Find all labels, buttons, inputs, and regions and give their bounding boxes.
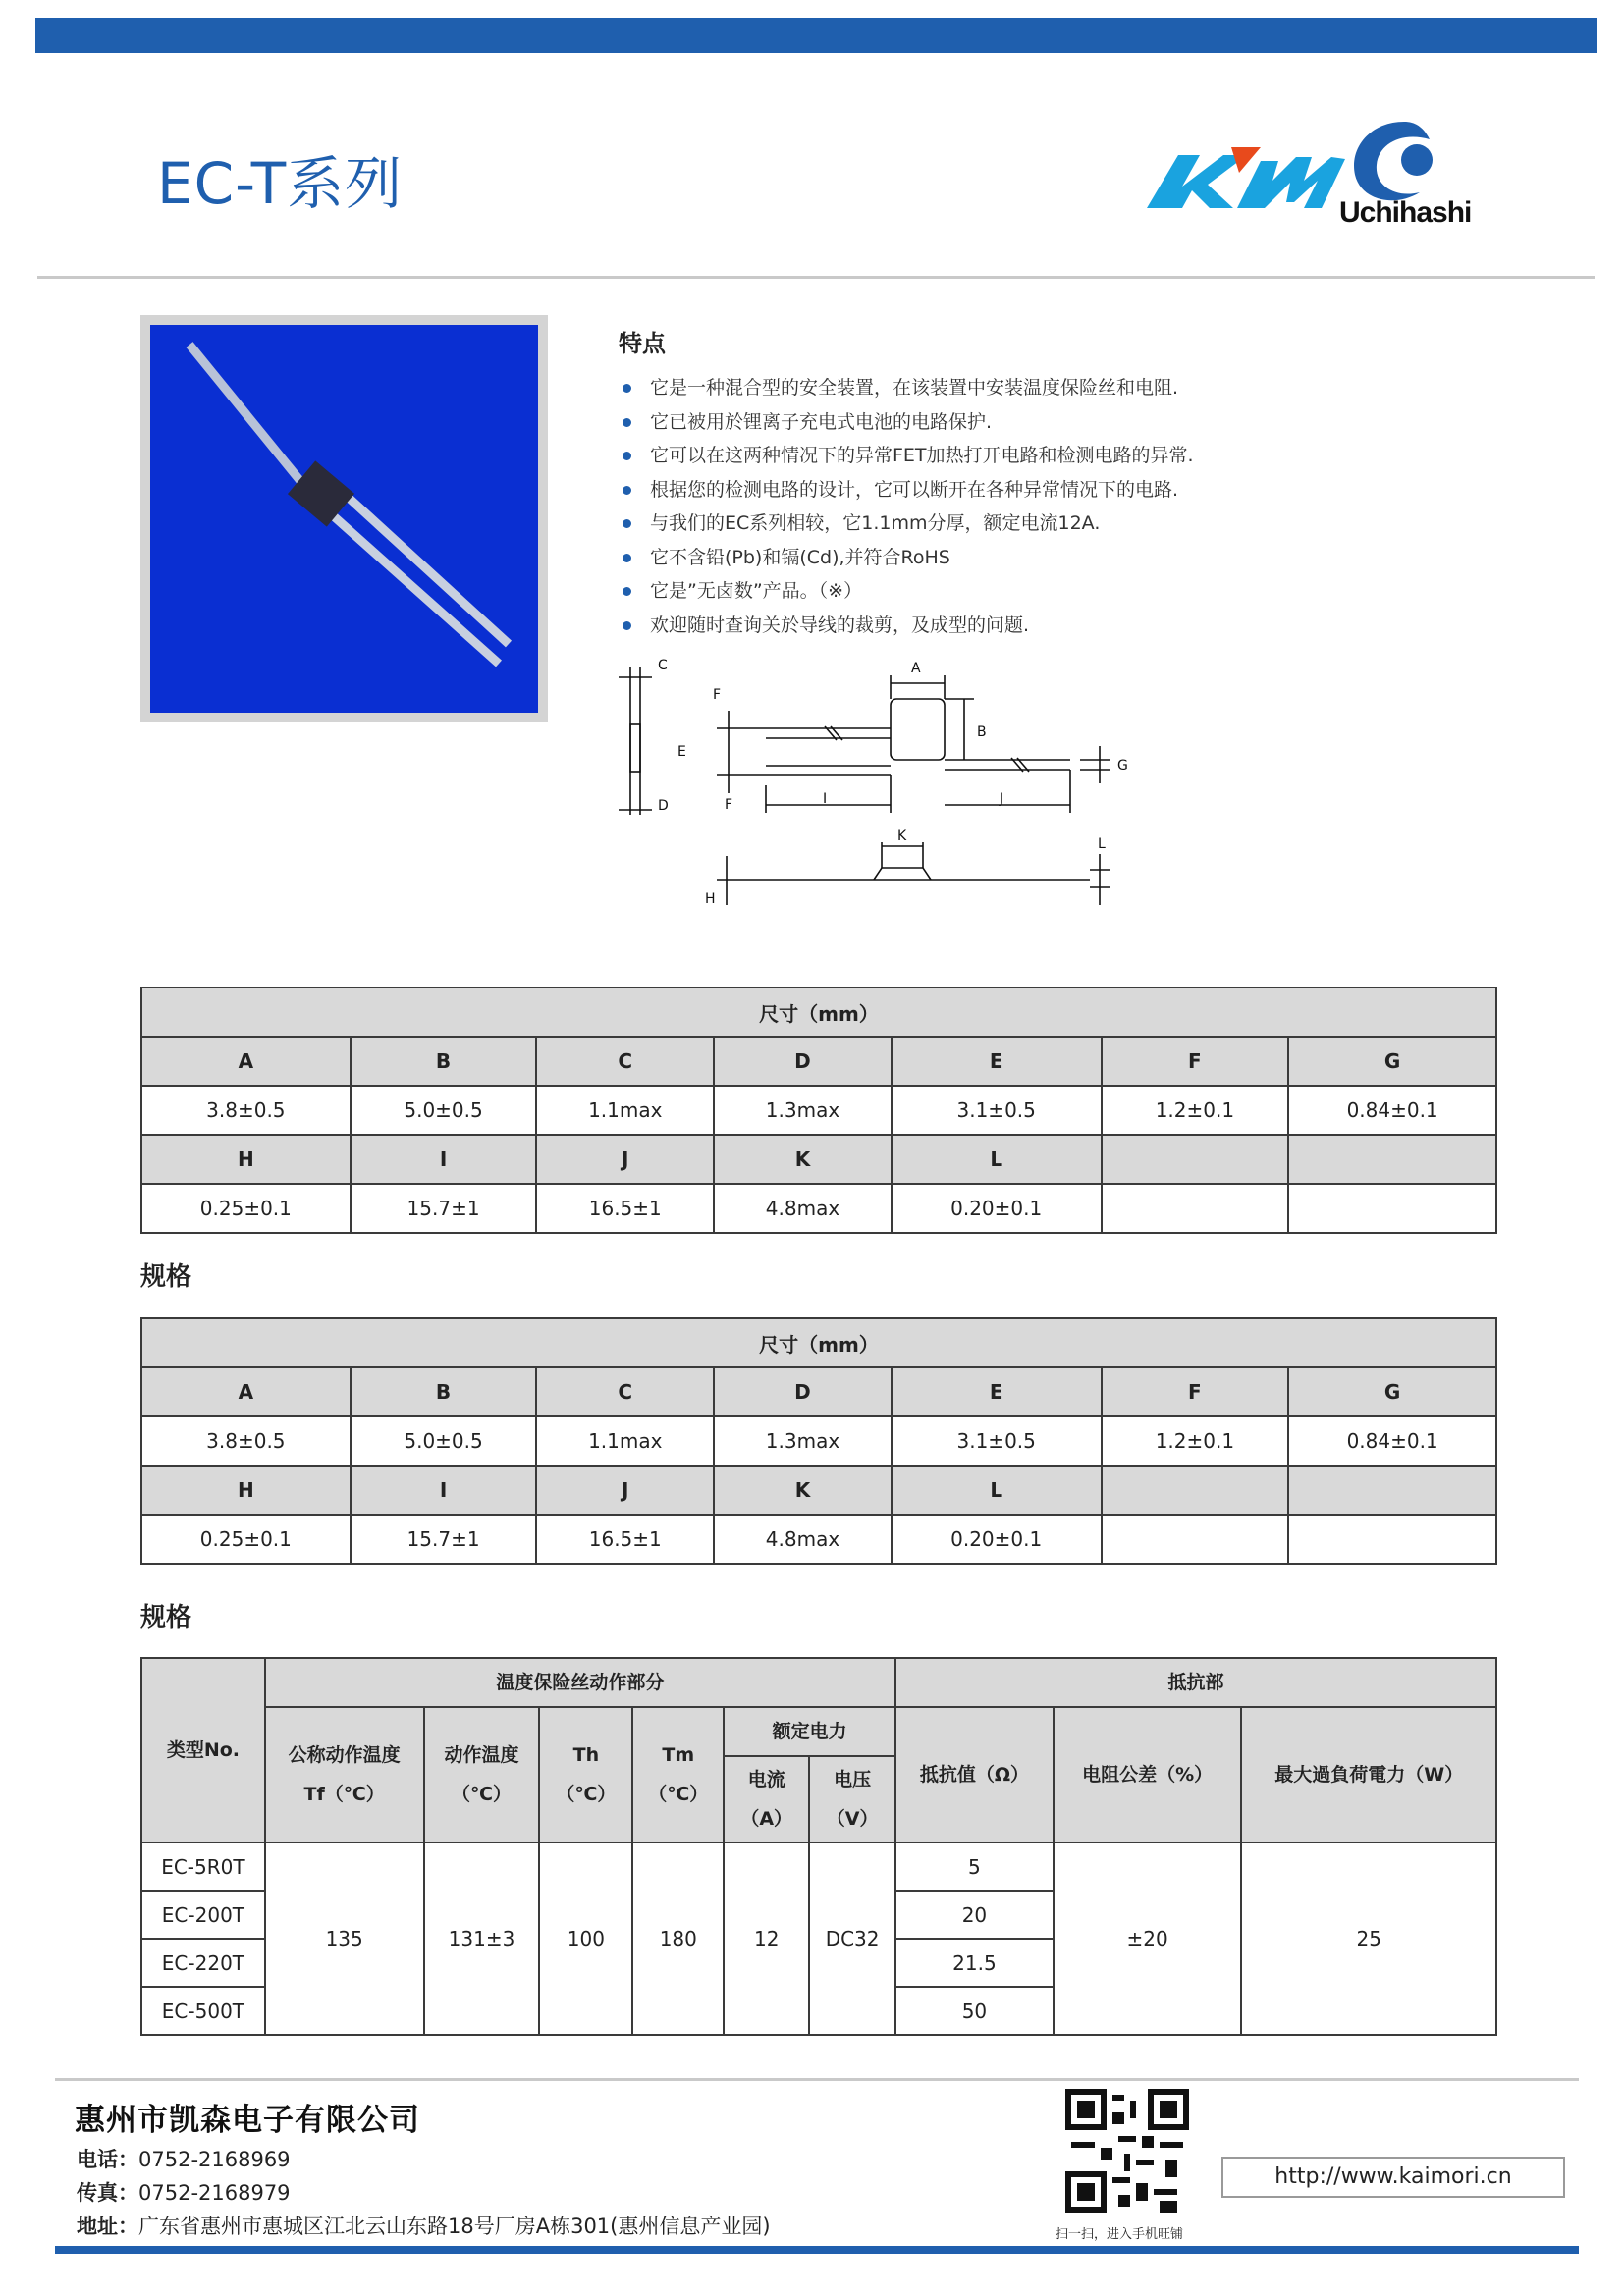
diagram-label-d: D [658, 798, 669, 814]
model-cell: EC-220T [141, 1939, 265, 1987]
table-cell: 1.1max [536, 1086, 714, 1135]
table-cell: 0.84±0.1 [1288, 1416, 1496, 1466]
current-header: 电流 （A） [724, 1756, 809, 1842]
table-cell [1288, 1515, 1496, 1564]
table-cell: 1.1max [536, 1416, 714, 1466]
th-value: 100 [539, 1842, 632, 2035]
table-cell: 1.3max [714, 1416, 892, 1466]
col-header: G [1288, 1037, 1496, 1086]
table-cell: 15.7±1 [351, 1515, 537, 1564]
col-header: A [141, 1367, 351, 1416]
dimension-table [140, 1317, 1497, 1565]
table-cell: 4.8max [714, 1515, 892, 1564]
col-header [1102, 1135, 1289, 1184]
col-header: L [892, 1135, 1102, 1184]
model-cell: EC-200T [141, 1891, 265, 1939]
col-header: C [536, 1037, 714, 1086]
qr-code-icon[interactable] [1065, 2089, 1189, 2213]
series-title: EC-T系列 [157, 150, 404, 217]
diagram-label-f-top: F [713, 687, 722, 703]
col-header: H [141, 1466, 351, 1515]
table-cell: 1.3max [714, 1086, 892, 1135]
section-label-spec: 规格 [140, 1262, 192, 1292]
col-header: L [892, 1466, 1102, 1515]
col-header: A [141, 1037, 351, 1086]
logo-wordmark: Uchihashi [1339, 196, 1472, 229]
current-value: 12 [724, 1842, 809, 2035]
feature-item: 它已被用於锂离子充电式电池的电路保护. [621, 405, 1194, 440]
fax-line: 传真：0752-2168979 [77, 2181, 291, 2205]
voltage-value: DC32 [809, 1842, 895, 2035]
col-header: K [714, 1466, 892, 1515]
model-cell: EC-500T [141, 1987, 265, 2035]
col-header: J [536, 1135, 714, 1184]
table-cell [1102, 1515, 1289, 1564]
table-cell: 0.84±0.1 [1288, 1086, 1496, 1135]
feature-item: 它可以在这两种情况下的异常FET加热打开电路和检测电路的异常. [621, 439, 1194, 473]
features-list [621, 371, 1194, 642]
rating-table [140, 1657, 1497, 2036]
th-header: Th （℃） [539, 1707, 632, 1842]
col-header: F [1102, 1037, 1289, 1086]
tf-header: 公称动作温度 Tf（℃） [265, 1707, 424, 1842]
table-cell: 16.5±1 [536, 1515, 714, 1564]
company-name: 惠州市凯森电子有限公司 [75, 2103, 420, 2138]
product-photo [140, 315, 548, 722]
features-title: 特点 [619, 330, 666, 357]
fuse-group-header: 温度保险丝动作部分 [265, 1658, 895, 1707]
feature-item: 它是一种混合型的安全装置，在该装置中安装温度保险丝和电阻. [621, 371, 1194, 405]
table-cell: 16.5±1 [536, 1184, 714, 1233]
op-temp-value: 131±3 [424, 1842, 540, 2035]
col-header: B [351, 1037, 537, 1086]
resistance-header: 抵抗值（Ω） [895, 1707, 1054, 1842]
col-header: B [351, 1367, 537, 1416]
table-title: 尺寸（mm） [141, 1318, 1496, 1367]
col-header: E [892, 1037, 1102, 1086]
table-title: 尺寸（mm） [141, 988, 1496, 1037]
type-header: 类型No. [141, 1658, 265, 1842]
section-label-rating: 规格 [140, 1603, 192, 1632]
table-cell: 5.0±0.5 [351, 1086, 537, 1135]
col-header: D [714, 1367, 892, 1416]
diagram-label-e: E [677, 744, 686, 760]
tm-value: 180 [632, 1842, 724, 2035]
col-header: C [536, 1367, 714, 1416]
phone-line: 电话：0752-2168969 [77, 2148, 291, 2171]
table-cell: 3.8±0.5 [141, 1416, 351, 1466]
table-cell: 3.1±0.5 [892, 1086, 1102, 1135]
table-cell: 0.20±0.1 [892, 1184, 1102, 1233]
col-header: J [536, 1466, 714, 1515]
diagram-label-g: G [1117, 758, 1128, 774]
tf-value: 135 [265, 1842, 424, 2035]
overload-value: 25 [1241, 1842, 1496, 2035]
col-header: G [1288, 1367, 1496, 1416]
diagram-label-a: A [911, 661, 921, 676]
tm-header: Tm （℃） [632, 1707, 724, 1842]
feature-item: 与我们的EC系列相较，它1.1mm分厚，额定电流12A. [621, 507, 1194, 541]
tolerance-header: 电阻公差（%） [1054, 1707, 1242, 1842]
rated-power-header: 额定电力 [724, 1707, 895, 1756]
table-cell: 0.25±0.1 [141, 1184, 351, 1233]
col-header: E [892, 1367, 1102, 1416]
address-line: 地址：广东省惠州市惠城区江北云山东路18号厂房A栋301(惠州信息产业园) [77, 2215, 771, 2238]
diagram-label-c: C [658, 658, 668, 673]
diagram-label-b: B [977, 724, 987, 740]
table-cell: 3.8±0.5 [141, 1086, 351, 1135]
table-cell: 5.0±0.5 [351, 1416, 537, 1466]
table-cell: 3.1±0.5 [892, 1416, 1102, 1466]
col-header [1288, 1466, 1496, 1515]
dimension-diagram [619, 648, 1149, 913]
col-header: I [351, 1135, 537, 1184]
op-temp-header: 动作温度 （℃） [424, 1707, 540, 1842]
header-divider [37, 276, 1595, 279]
table-cell: 1.2±0.1 [1102, 1086, 1289, 1135]
voltage-header: 电压 （V） [809, 1756, 895, 1842]
bottom-banner-bar [55, 2246, 1579, 2254]
top-banner-bar [35, 18, 1597, 53]
component-image [150, 325, 538, 713]
col-header: I [351, 1466, 537, 1515]
footer-divider [55, 2078, 1579, 2081]
col-header: H [141, 1135, 351, 1184]
col-header [1102, 1466, 1289, 1515]
resistance-cell: 50 [895, 1987, 1054, 2035]
table-cell: 15.7±1 [351, 1184, 537, 1233]
table-cell [1102, 1184, 1289, 1233]
table-cell: 4.8max [714, 1184, 892, 1233]
col-header: D [714, 1037, 892, 1086]
feature-item: 欢迎随时查询关於导线的裁剪，及成型的问题. [621, 609, 1194, 643]
table-cell: 1.2±0.1 [1102, 1416, 1289, 1466]
website-link[interactable]: http://www.kaimori.cn [1221, 2157, 1565, 2198]
resistance-cell: 20 [895, 1891, 1054, 1939]
col-header [1288, 1135, 1496, 1184]
model-cell: EC-5R0T [141, 1842, 265, 1891]
feature-item: 它不含铅(Pb)和镉(Cd),并符合RoHS [621, 541, 1194, 575]
diagram-label-i: I [823, 791, 828, 807]
feature-item: 它是”无卤数”产品。（※） [621, 574, 1194, 609]
diagram-label-l: L [1098, 836, 1106, 852]
resistor-group-header: 抵抗部 [895, 1658, 1496, 1707]
diagram-label-f-bottom: F [725, 797, 733, 813]
resistance-cell: 5 [895, 1842, 1054, 1891]
dimension-table [140, 987, 1497, 1234]
diagram-label-k: K [897, 828, 907, 844]
table-cell: 0.20±0.1 [892, 1515, 1102, 1564]
resistance-cell: 21.5 [895, 1939, 1054, 1987]
overload-header: 最大過負荷電力（W） [1241, 1707, 1496, 1842]
col-header: K [714, 1135, 892, 1184]
col-header: F [1102, 1367, 1289, 1416]
table-cell: 0.25±0.1 [141, 1515, 351, 1564]
diagram-label-j: J [1000, 791, 1004, 807]
table-cell [1288, 1184, 1496, 1233]
qr-caption: 扫一扫，进入手机旺铺 [1056, 2227, 1184, 2242]
feature-item: 根据您的检测电路的设计，它可以断开在各种异常情况下的电路. [621, 473, 1194, 507]
diagram-label-h: H [705, 891, 716, 907]
tolerance-value: ±20 [1054, 1842, 1242, 2035]
